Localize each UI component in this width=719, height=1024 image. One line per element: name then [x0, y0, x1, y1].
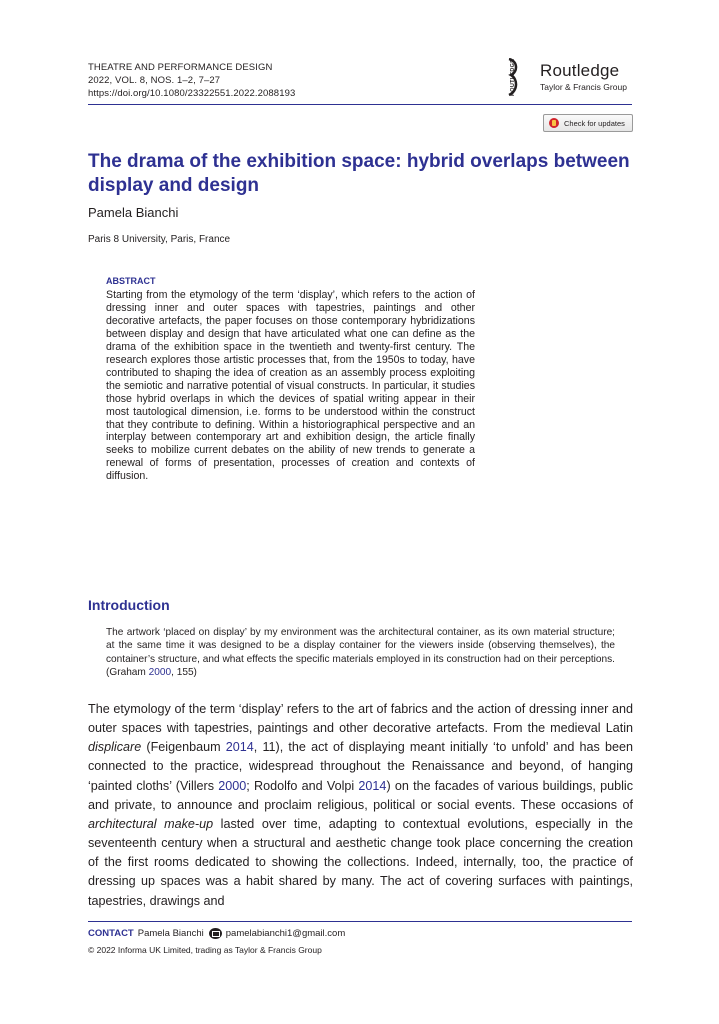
check-for-updates-label: Check for updates [564, 118, 625, 128]
citation-link[interactable]: 2000 [218, 778, 247, 793]
routledge-vertical-text: ROUTLEDGE [510, 58, 516, 96]
journal-doi[interactable]: https://doi.org/10.1080/23322551.2022.2088193 [88, 88, 296, 99]
author-name: Pamela Bianchi [88, 205, 179, 220]
contact-label: CONTACT [88, 928, 134, 939]
body-text-segment: , 11), the act of displaying meant initially ‘to unfold’ and has been connected to the practice, widespread throughout the Renaissance and beyond, of hanging ‘painted cloths’ (Villers [88, 740, 633, 793]
body-text-segment: ) on the facades of various buildings, public and private, to announce and proclaim religious, political or social events. These occasions of [88, 778, 633, 812]
quote-text: The artwork ‘placed on display’ by my environment was the architectural container, as its own material structure; at the same time it was designed to be a display container for the viewers inside (observing themselves), the container’s structure, and what effects the specific materials employed in its construction had on their perceptions. (Graham [106, 627, 615, 678]
copyright-notice: © 2022 Informa UK Limited, trading as Taylor & Francis Group [88, 945, 322, 955]
routledge-logo[interactable] [506, 58, 636, 98]
citation-link[interactable]: 2014 [358, 778, 387, 793]
check-for-updates-button[interactable] [543, 114, 633, 132]
journal-info [88, 61, 295, 100]
publisher-group: Taylor & Francis Group [540, 82, 627, 92]
article-title: The drama of the exhibition space: hybrid overlaps between display and design [88, 151, 630, 196]
epigraph-quote [106, 626, 615, 679]
body-text-segment: lasted over time, adapting to contextual evolutions, especially in the seventeenth century when a structural and aesthetic change took place concerning the creation of the first rooms dedicated to showing the collections. Indeed, internally, too, the practice of dressing up spaces was a habit shared by many. The act of covering surfaces with paintings, tapestries, drawings and [88, 816, 634, 908]
body-paragraph [88, 700, 633, 911]
quote-page: , 155) [171, 666, 197, 678]
footer-divider [88, 921, 632, 922]
publisher-name: Routledge [540, 61, 620, 80]
email-icon [209, 928, 222, 939]
journal-volume: 2022, VOL. 8, NOS. 1–2, 7–27 [88, 75, 221, 86]
journal-name: THEATRE AND PERFORMANCE DESIGN [88, 62, 273, 73]
body-text-segment: ; Rodolfo and Volpi [246, 778, 359, 793]
author-affiliation: Paris 8 University, Paris, France [88, 234, 231, 245]
body-text-segment: The etymology of the term ‘display’ refers to the art of fabrics and the action of dressing inner and outer spaces with tapestries, paintings and other decorative artefacts. From the medieval Latin [88, 702, 633, 736]
contact-email[interactable]: pamelabianchi1@gmail.com [225, 928, 346, 939]
contact-name: Pamela Bianchi [137, 928, 204, 939]
crossmark-icon [549, 118, 559, 128]
section-heading-introduction: Introduction [88, 597, 170, 613]
italic-term: displicare [88, 740, 142, 755]
body-text-segment: (Feigenbaum [141, 740, 226, 755]
citation-link[interactable]: 2014 [225, 740, 254, 755]
contact-line [88, 928, 345, 939]
abstract-text: Starting from the etymology of the term ‘display’, which refers to the action of dressing inner and outer spaces with tapestries, paintings and other decorative artefacts, the paper focuses on those contemporary hybridizations between display and design that have articulated what one can define as the drama of the exhibition space in the twentieth and twenty-first century. The research explores those artistic processes that, from the 1950s to today, have contributed to shaping the idea of creation as an assembly process exploiting the semiotic and narrative potential of visual constructs. In particular, it studies those hybrid overlaps in which the devices of spatial writing appear in their most tautological dimension, i.e. forms to be understood within the construct that they contribute to defining. Within a historiographical perspective and an interplay between contemporary art and exhibition design, the article finally seeks to mobilize current debates on the ability of new trends to generate a renewal of forms of presentation, processes of creation and contexts of diffusion. [106, 289, 475, 483]
italic-term: architectural make-up [88, 816, 214, 831]
abstract-heading: ABSTRACT [106, 276, 156, 286]
header-divider [88, 104, 632, 105]
citation-link[interactable]: 2000 [148, 666, 172, 678]
